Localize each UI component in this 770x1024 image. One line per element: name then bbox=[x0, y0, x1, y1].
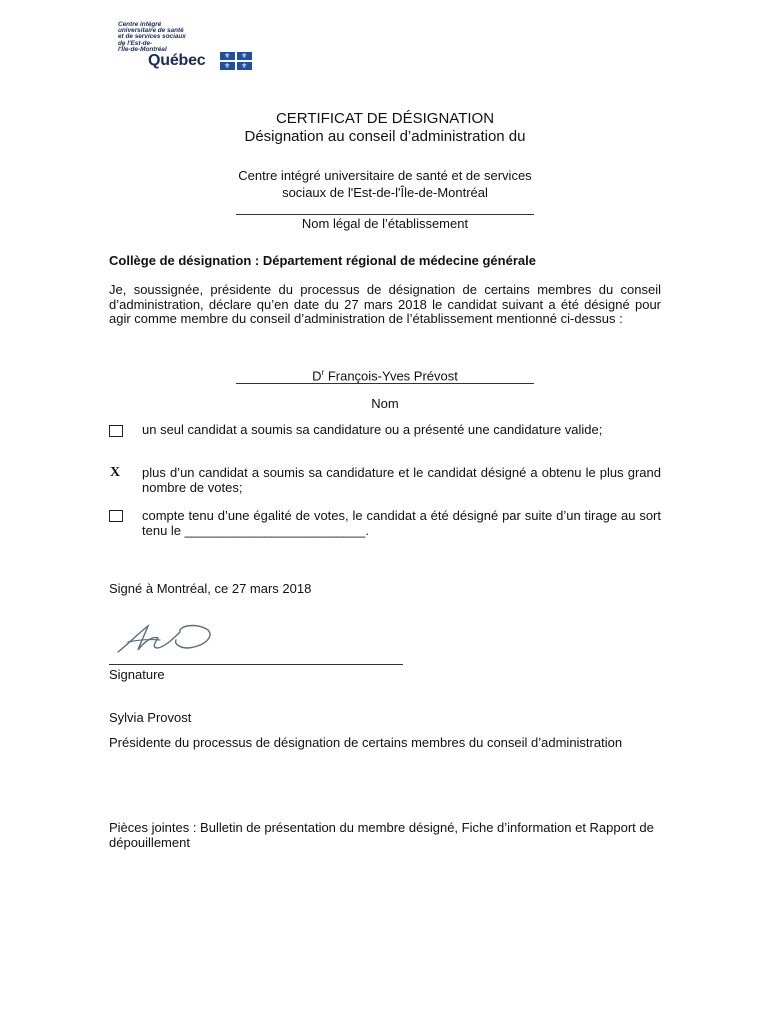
document-title: CERTIFICAT DE DÉSIGNATION bbox=[275, 110, 495, 127]
declaration-paragraph: Je, soussignée, présidente du processus de désignation de certains membres du conseil d’administration, déclare qu’en date du 27 mars 2018 le candidat suivant a été désigné pour agir comme membre du conseil d’administration de l’établissement mentionné ci-dessus : bbox=[109, 282, 661, 327]
attachments-note: Pièces jointes : Bulletin de présentation du membre désigné, Fiche d’information et Rapport de dépouillement bbox=[109, 820, 654, 850]
document-subtitle: Désignation au conseil d’administration du bbox=[244, 128, 526, 145]
logo-organization-text: Centre intégré universitaire de santé et de services sociaux de l'Est-de- l'Île-de-Montréal bbox=[118, 21, 186, 53]
signed-place-date: Signé à Montréal, ce 27 mars 2018 bbox=[109, 581, 312, 596]
option-1-text: un seul candidat a soumis sa candidature ou a présenté une candidature valide; bbox=[142, 422, 603, 437]
signatory-name: Sylvia Provost bbox=[109, 710, 192, 725]
ciusss-quebec-logo bbox=[118, 22, 258, 74]
logo-wordmark: Québec bbox=[148, 52, 206, 69]
quebec-flag-icon: ⚜ ⚜ ⚜ ⚜ bbox=[220, 52, 252, 70]
designation-college: Collège de désignation : Département régional de médecine générale bbox=[109, 253, 536, 268]
option-3-checkbox[interactable] bbox=[109, 510, 123, 522]
option-3-text: compte tenu d’une égalité de votes, le candidat a été désigné par suite d’un tirage au sort tenu le _________________________. bbox=[142, 508, 661, 538]
option-2-text: plus d’un candidat a soumis sa candidature et le candidat désigné a obtenu le plus grand nombre de votes; bbox=[142, 465, 661, 495]
establishment-name: Centre intégré universitaire de santé et de services sociaux de l'Est-de-l'Île-de-Montréal bbox=[238, 168, 532, 200]
handwritten-signature bbox=[114, 618, 218, 658]
signature-label: Signature bbox=[109, 667, 165, 682]
signature-line bbox=[109, 664, 403, 665]
signatory-role: Présidente du processus de désignation de certains membres du conseil d’administration bbox=[109, 735, 623, 750]
candidate-underline bbox=[236, 383, 534, 384]
establishment-underline bbox=[236, 214, 534, 215]
candidate-name: $D^r$ François-Yves Prévost bbox=[312, 368, 458, 384]
option-2-checkmark[interactable]: X bbox=[110, 465, 121, 480]
establishment-label: Nom légal de l’établissement bbox=[301, 216, 469, 231]
candidate-label: Nom bbox=[371, 396, 399, 411]
option-1-checkbox[interactable] bbox=[109, 425, 123, 437]
